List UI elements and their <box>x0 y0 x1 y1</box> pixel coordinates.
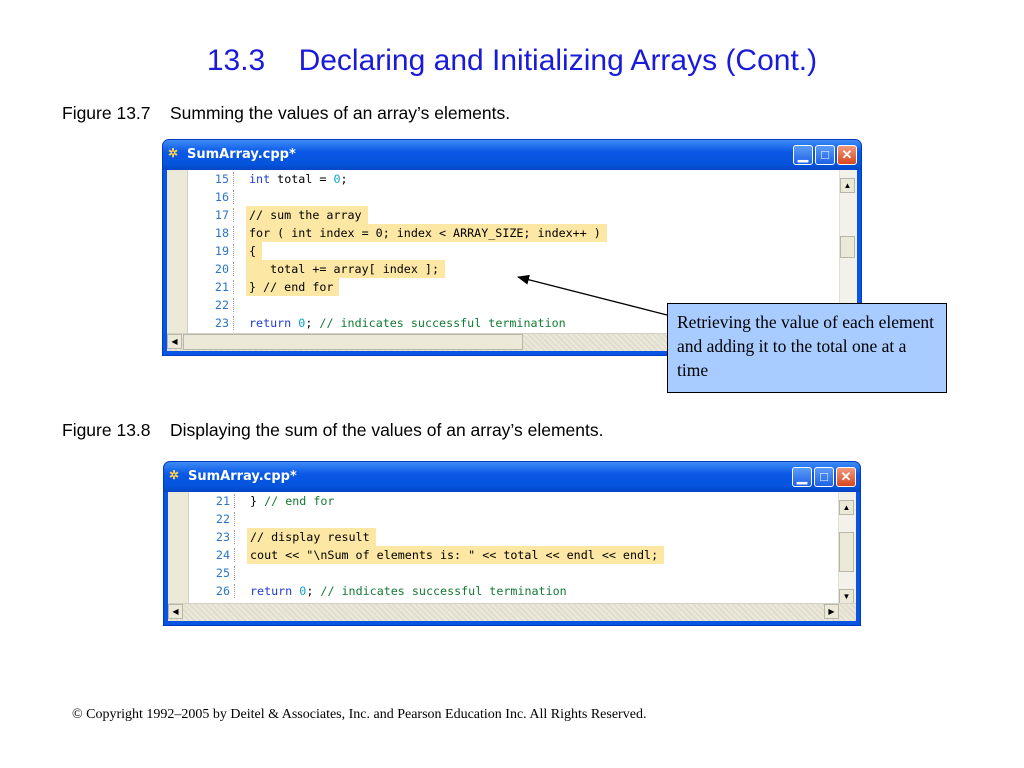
line-number: 21 <box>214 280 229 294</box>
arrow-line <box>518 277 667 315</box>
arrow-down-icon: ▼ <box>842 592 851 601</box>
code-token: total += array[ index ]; <box>249 262 439 276</box>
code-token: // indicates successful termination <box>319 316 566 330</box>
slide-title: 13.3 Declaring and Initializing Arrays (Cont.) <box>206 44 818 77</box>
code-token: total = <box>270 172 334 186</box>
code-token: int <box>249 172 271 186</box>
arrow-up-icon: ▲ <box>843 181 852 190</box>
line-number: 23 <box>214 316 229 330</box>
code-token: { <box>249 244 257 258</box>
document-icon: ✲ <box>168 146 179 160</box>
code-token: // display result <box>250 530 370 544</box>
figure-13-8-caption: Figure 13.8 Displaying the sum of the values of an array’s elements. <box>62 420 604 440</box>
maximize-icon: □ <box>820 469 828 484</box>
figure-13-7-caption: Figure 13.7 Summing the values of an array’s elements. <box>62 103 511 123</box>
code-token: cout << "\nSum of elements is: " << total << endl << endl; <box>250 548 659 562</box>
minimize-icon: ▁ <box>798 147 808 162</box>
line-number: 26 <box>215 584 230 598</box>
arrow-right-icon: ▶ <box>828 607 835 616</box>
code-token: // end for <box>264 494 335 508</box>
line-number: 25 <box>215 566 230 580</box>
line-number: 20 <box>214 262 229 276</box>
copyright-notice: © Copyright 1992–2005 by Deitel & Associates, Inc. and Pearson Education Inc. All Rights Reserved. <box>72 707 647 722</box>
code-token: return <box>250 584 293 598</box>
code-token: ; <box>305 316 320 330</box>
line-number: 17 <box>214 208 229 222</box>
line-number: 22 <box>214 298 229 312</box>
line-number: 22 <box>215 512 230 526</box>
line-number: 16 <box>214 190 229 204</box>
code-token: ; <box>340 172 348 186</box>
window-title: SumArray.cpp* <box>187 147 296 162</box>
arrow-left-icon: ◀ <box>171 337 178 346</box>
code-token: } <box>250 494 265 508</box>
code-token: // sum the array <box>249 208 362 222</box>
line-number: 21 <box>215 494 230 508</box>
maximize-icon: □ <box>821 147 829 162</box>
line-number: 23 <box>215 530 230 544</box>
code-token: for ( int index = 0; index < ARRAY_SIZE; index++ ) <box>249 226 601 240</box>
code-token: 0 <box>299 584 307 598</box>
code-token: 0 <box>298 316 306 330</box>
line-number: 15 <box>214 172 229 186</box>
document-icon: ✲ <box>169 468 180 482</box>
line-number: 18 <box>214 226 229 240</box>
code-token: return <box>249 316 292 330</box>
minimize-icon: ▁ <box>797 469 807 484</box>
code-token: ; <box>306 584 321 598</box>
line-number: 24 <box>215 548 230 562</box>
code-token: } // end for <box>249 280 334 294</box>
arrow-left-icon: ◀ <box>172 607 179 616</box>
code-token: 0 <box>333 172 341 186</box>
line-number: 19 <box>214 244 229 258</box>
window-title: SumArray.cpp* <box>188 469 297 484</box>
callout-box: Retrieving the value of each element and adding it to the total one at a time <box>667 303 947 393</box>
arrow-up-icon: ▲ <box>842 503 851 512</box>
code-token: // indicates successful termination <box>320 584 567 598</box>
close-icon: ✕ <box>840 469 852 484</box>
close-icon: ✕ <box>841 147 853 162</box>
